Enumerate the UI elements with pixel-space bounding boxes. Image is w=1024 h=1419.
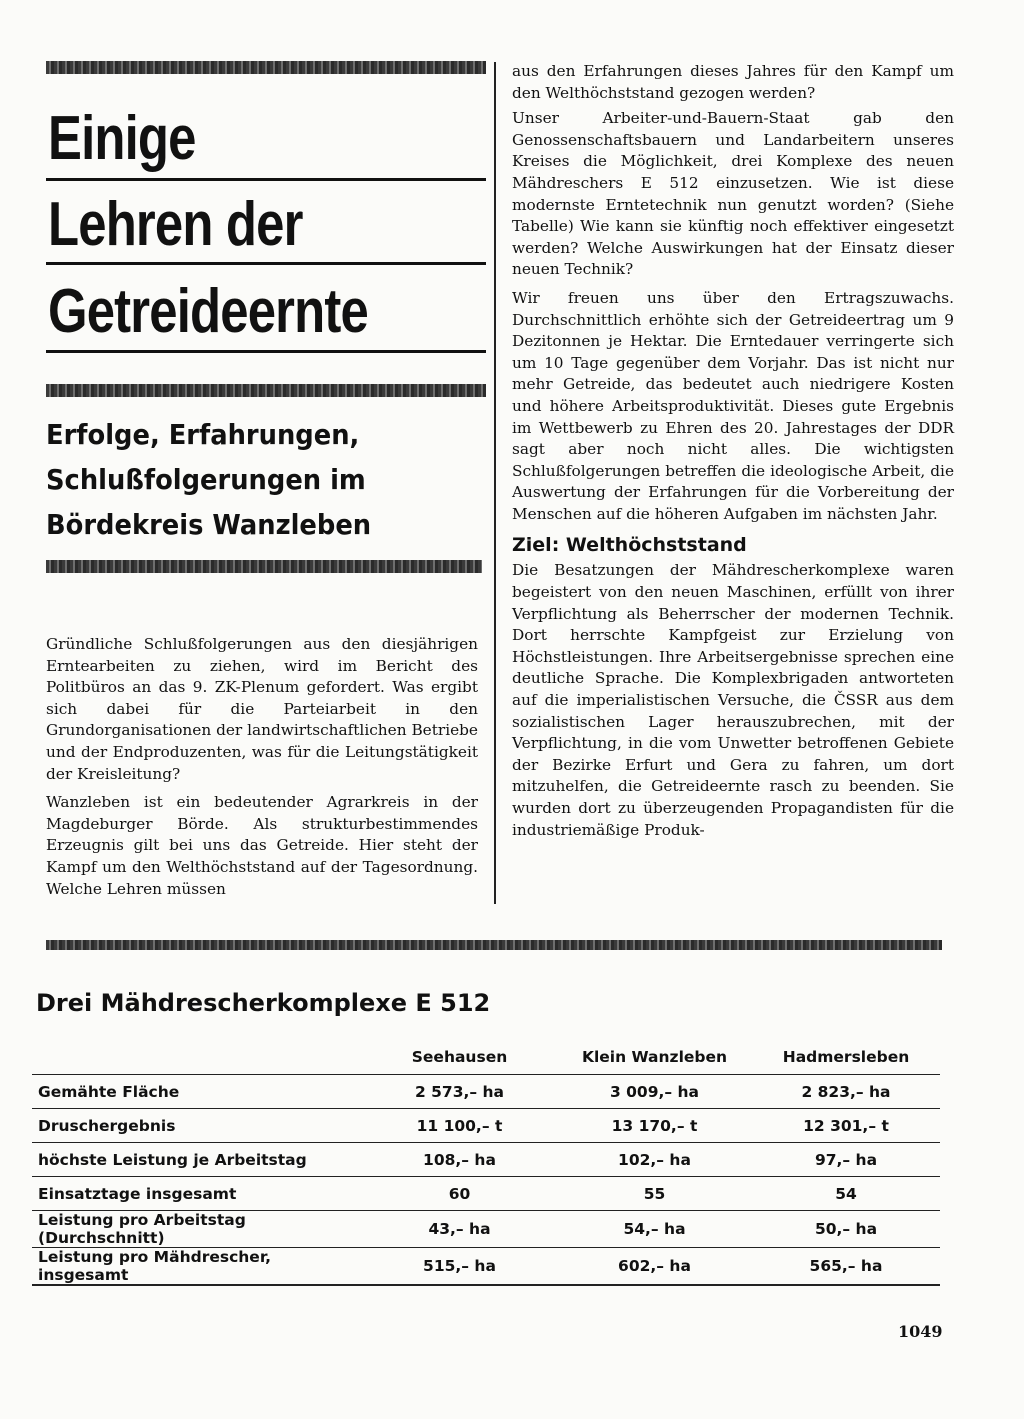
table-row <box>32 1143 940 1177</box>
cell-hadmersleben: 2 823,– ha <box>801 1082 891 1101</box>
column-divider <box>494 62 496 904</box>
section-heading: Ziel: Welthöchststand <box>512 534 747 557</box>
section-paragraph: Die Besatzungen der Mähdrescherkomplexe waren begeistert von den neuen Maschinen, erfüllt von ihrer Verpflichtung als Beherrscher der modernen Technik. Dort herrschte Kampfgeist zur Erzielung von Höchstleistungen. Ihre Arbeitsergebnisse sprechen eine deutliche Sprache. Die Komplexbrigaden antworteten auf die imperialistischen Versuche, die ČSSR aus dem sozialistischen Lager herauszubrechen, mit der Verpflichtung, in die vom Unwetter betroffenen Gebiete der Bezirke Erfurt und Gera zu fahren, um dort mitzuhelfen, die Getreideernte rasch zu beenden. Sie wurden dort zu überzeugenden Propagandisten für die industriemäßige Produk- <box>512 561 954 839</box>
row-label: Gemähte Fläche <box>38 1082 180 1101</box>
page-number: 1049 <box>898 1322 943 1341</box>
right-paragraph-1: aus den Erfahrungen dieses Jahres für den Kampf um den Welthöchststand gezogen werden? <box>512 62 954 102</box>
top-decorative-bar <box>46 61 486 74</box>
cell-klein-wanzleben: 102,– ha <box>618 1150 691 1169</box>
row-label: Leistung pro Mähdrescher, insgesamt <box>38 1248 272 1284</box>
title-rule-2 <box>46 262 486 265</box>
cell-seehausen: 43,– ha <box>428 1220 491 1238</box>
title-rule-1 <box>46 178 486 181</box>
row-label: höchste Leistung je Arbeitstag <box>38 1150 307 1169</box>
subtitle-line-1: Erfolge, Erfahrungen, <box>46 418 360 451</box>
cell-hadmersleben: 97,– ha <box>814 1150 878 1169</box>
subtitle-line-3: Bördekreis Wanzleben <box>46 508 372 541</box>
cell-klein-wanzleben: 602,– ha <box>618 1257 691 1275</box>
cell-seehausen: 11 100,– t <box>416 1116 503 1135</box>
table-header-row <box>32 1040 940 1075</box>
table-title: Drei Mähdrescherkomplexe E 512 <box>36 989 491 1017</box>
cell-seehausen: 108,– ha <box>423 1150 496 1169</box>
cell-klein-wanzleben: 13 170,– t <box>611 1116 698 1135</box>
article-title-line-1: Einige <box>48 104 196 173</box>
table-top-bar <box>46 940 942 950</box>
row-label: Einsatztage insgesamt <box>38 1184 237 1203</box>
left-column <box>46 634 478 907</box>
left-paragraph-1: Gründliche Schlußfolgerungen aus den diesjährigen Erntearbeiten zu ziehen, wird im Bericht des Politbüros an das 9. ZK-Plenum gefordert. Was ergibt sich dabei für die Parteiarbeit in den Grundorganisationen der landwirtschaftlichen Betriebe und der Endproduzenten, was für die Leitungstätigkeit der Kreisleitung? <box>46 635 478 783</box>
table-header-blank <box>32 1040 362 1075</box>
article-title-line-3: Getreideernte <box>48 277 368 346</box>
subtitle-line-2: Schlußfolgerungen im <box>46 463 366 496</box>
table-row <box>32 1211 940 1248</box>
cell-seehausen: 2 573,– ha <box>414 1082 505 1101</box>
table-row <box>32 1248 940 1286</box>
table-row <box>32 1109 940 1143</box>
cell-klein-wanzleben: 54,– ha <box>623 1220 686 1238</box>
right-paragraph-2: Unser Arbeiter-und-Bauern-Staat gab den Genossenschaftsbauern und Landarbeitern unseres Kreises die Möglichkeit, drei Komplexe des neuen Mähdreschers E 512 einzusetzen. Wie ist diese modernste Erntetechnik nun genutzt worden? (Siehe Tabelle) Wie kann sie künftig noch effektiver eingesetzt werden? Welche Auswirkungen hat der Einsatz dieser neuen Technik? <box>512 109 954 279</box>
right-paragraph-3: Wir freuen uns über den Ertragszuwachs. Durchschnittlich erhöhte sich der Getreideertrag um 9 Dezitonnen je Hektar. Die Erntedauer verringerte sich um 10 Tage gegenüber dem Vorjahr. Das ist nicht nur mehr Getreide, das bedeutet auch niedrigere Kosten und höhere Arbeitsproduktivität. Dieses gute Ergebnis im Wettbewerb zu Ehren des 20. Jahrestages der DDR sagt aber noch nicht alles. Die wichtigsten Schlußfolgerungen betreffen die ideologische Arbeit, die Auswertung der Erfahrungen für die Vorbereitung der Menschen auf die höheren Aufgaben im nächsten Jahr. <box>512 288 954 523</box>
title-rule-3 <box>46 350 486 353</box>
cell-seehausen: 515,– ha <box>423 1257 496 1275</box>
row-label: Druschergebnis <box>38 1116 176 1135</box>
cell-hadmersleben: 565,– ha <box>809 1257 883 1275</box>
harvest-table <box>32 1040 940 1286</box>
article-title-line-2: Lehren der <box>48 190 303 259</box>
cell-seehausen: 60 <box>448 1184 471 1203</box>
row-label: Leistung pro Arbeitstag (Durchschnitt) <box>38 1211 246 1247</box>
table-row <box>32 1075 940 1109</box>
cell-klein-wanzleben: 55 <box>643 1184 666 1203</box>
cell-klein-wanzleben: 3 009,– ha <box>609 1082 700 1101</box>
article-subtitle <box>46 412 371 547</box>
cell-hadmersleben: 54 <box>835 1184 857 1203</box>
table-header-klein-wanzleben: Klein Wanzleben <box>581 1048 728 1066</box>
cell-hadmersleben: 12 301,– t <box>803 1116 889 1135</box>
cell-hadmersleben: 50,– ha <box>814 1220 878 1238</box>
subtitle-bottom-bar <box>46 560 482 573</box>
subtitle-top-bar <box>46 384 486 397</box>
table-header-seehausen: Seehausen <box>411 1048 508 1066</box>
right-column <box>512 61 954 848</box>
left-paragraph-2: Wanzleben ist ein bedeutender Agrarkreis in der Magdeburger Börde. Als strukturbestimmendes Erzeugnis gilt bei uns das Getreide. Hier steht der Kampf um den Welthöchststand auf der Tagesordnung. Welche Lehren müssen <box>46 793 478 898</box>
table-header-hadmersleben: Hadmersleben <box>782 1048 910 1066</box>
table-row <box>32 1177 940 1211</box>
